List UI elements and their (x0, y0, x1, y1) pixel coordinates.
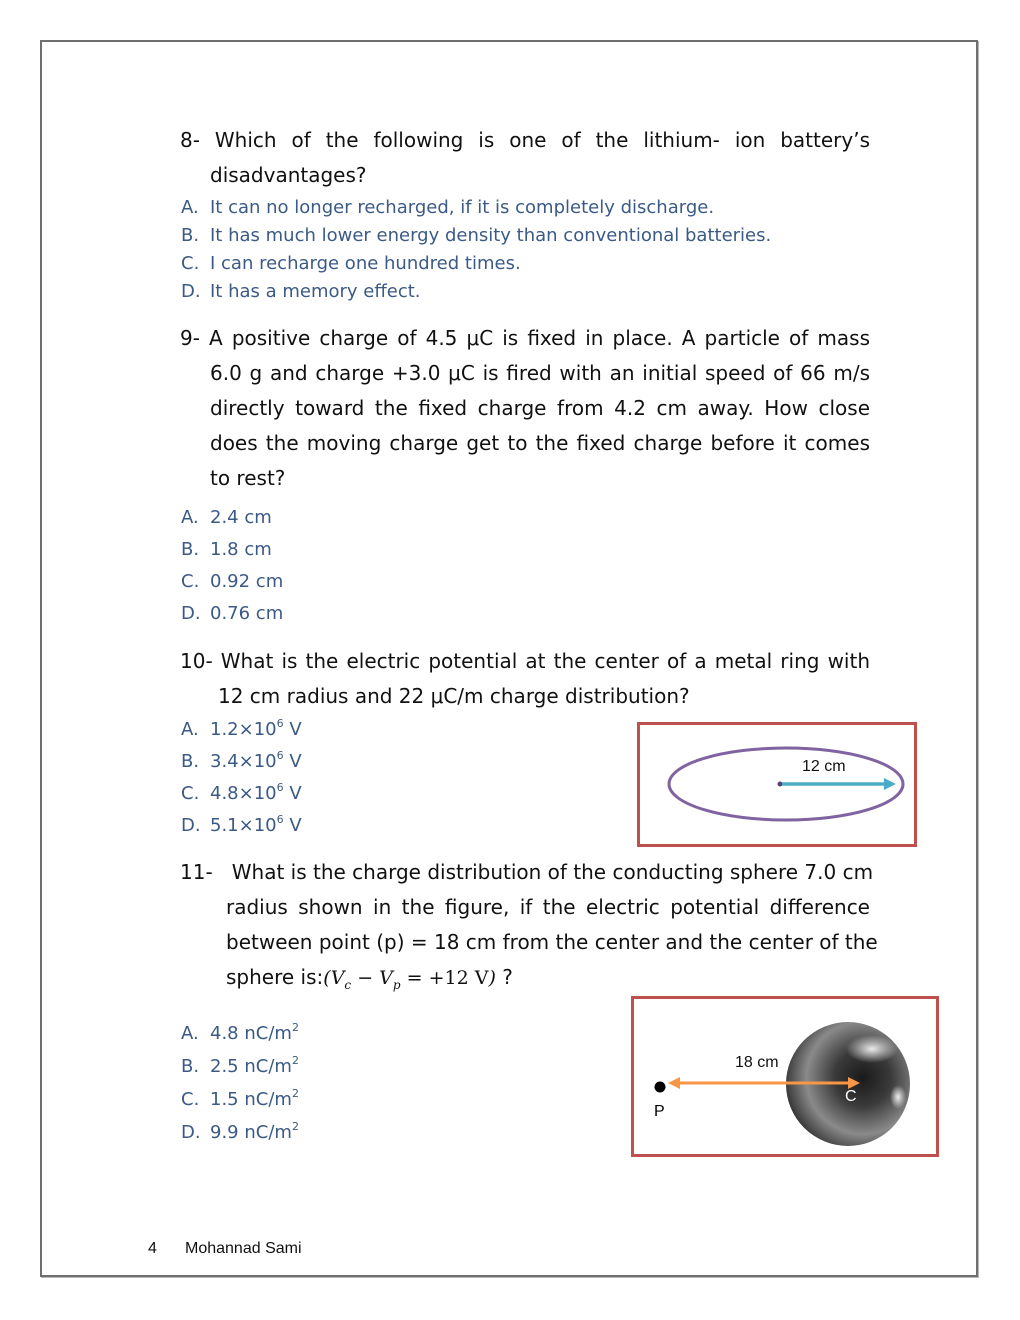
q10-option-b: B. $3.4\times 10^6$ V (181, 749, 302, 772)
q8-option-b: B. It has much lower energy density than conventional batteries. (181, 225, 772, 246)
point-p-label: P (654, 1103, 665, 1120)
q8-option-a: A. It can no longer recharged, if it is completely discharge. (181, 197, 715, 218)
center-c-label: C (845, 1088, 857, 1105)
q9-option-b: B. 1.8 cm (181, 539, 272, 560)
q9-option-c: C. 0.92 cm (181, 571, 284, 592)
question-11 (180, 855, 878, 995)
question-8 (180, 123, 870, 193)
q8-option-c: C. I can recharge one hundred times. (181, 253, 521, 274)
q11-option-d: D. 9.9 $nC/m^2$ (181, 1120, 299, 1143)
q10-option-a: A. $1.2\times 10^6$ V (181, 717, 302, 740)
q9-option-a: A. 2.4 cm (181, 507, 272, 528)
radius-label: 12 cm (802, 758, 846, 775)
sphere-diagram-icon (634, 999, 936, 1154)
question-9-line-1: 9- A positive charge of 4.5 μC is fixed in place. A particle of mass (180, 326, 870, 350)
question-9-line-5: to rest? (210, 466, 286, 490)
page-number: 4 (148, 1240, 157, 1257)
q10-option-d: D. $5.1\times 10^6$ V (181, 813, 302, 836)
distance-label: 18 cm (735, 1054, 779, 1071)
question-11-line-2: radius shown in the figure, if the electric potential difference (226, 895, 870, 919)
ring-figure (637, 722, 917, 847)
q11-option-c: C. 1.5 $nC/m^2$ (181, 1087, 299, 1110)
q11-option-a: A. 4.8 $nC/m^2$ (181, 1021, 299, 1044)
question-10-line-2: 12 cm radius and 22 μC/m charge distribution? (218, 684, 690, 708)
question-9-line-4: does the moving charge get to the fixed charge before it comes (210, 431, 870, 455)
ring-diagram-icon (640, 725, 914, 844)
question-10-line-1: 10- What is the electric potential at the center of a metal ring with (180, 649, 870, 673)
question-11-line-3: between point (p) = 18 cm from the center and the center of the (226, 930, 878, 954)
question-11-line-1: 11- What is the charge distribution of the conducting sphere 7.0 cm (180, 860, 874, 884)
footer-author: Mohannad Sami (185, 1240, 302, 1257)
question-9-line-3: directly toward the fixed charge from 4.2 cm away. How close (210, 396, 870, 420)
q8-option-d: D. It has a memory effect. (181, 281, 421, 302)
question-9-line-2: 6.0 g and charge +3.0 μC is fired with an initial speed of 66 m/s (210, 361, 870, 385)
question-11-line-4: sphere $is:(V_c - V_p = +12$ V) ? (226, 965, 513, 992)
question-9 (180, 321, 870, 496)
question-8-line-2: disadvantages? (210, 163, 367, 187)
q11-option-b: B. 2.5 $nC/m^2$ (181, 1054, 299, 1077)
sphere-figure (631, 996, 939, 1157)
q10-option-c: C. $4.8\times 10^6$ V (181, 781, 302, 804)
potential-equation: ($V_c - V_p = +12$ V) (323, 967, 496, 992)
question-8-line-1: 8- Which of the following is one of the lithium- ion battery’s (180, 128, 870, 152)
q9-option-d: D. 0.76 cm (181, 603, 284, 624)
question-10 (180, 644, 870, 714)
